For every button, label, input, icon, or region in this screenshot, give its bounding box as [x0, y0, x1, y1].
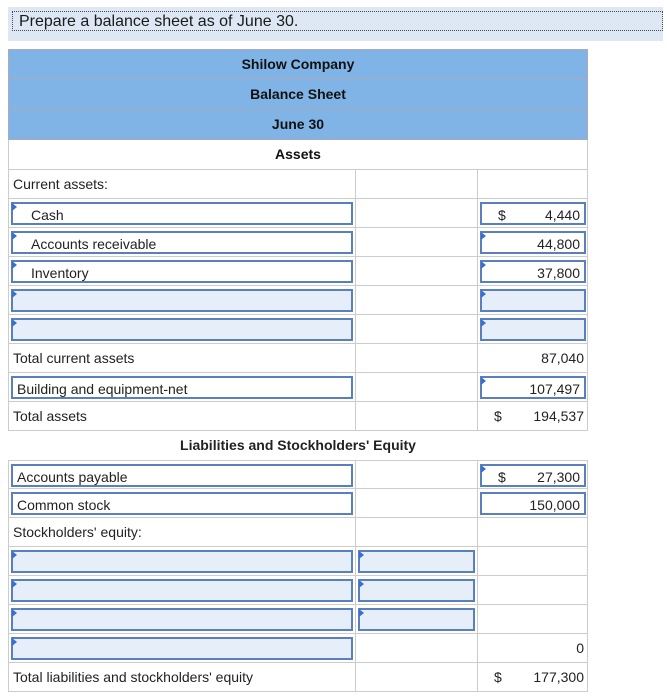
amount-value: 107,497 — [529, 381, 580, 397]
table-row — [8, 518, 588, 547]
table-row — [8, 344, 588, 373]
account-select-inventory[interactable] — [11, 260, 353, 283]
dropdown-flag-icon — [12, 232, 17, 240]
table-row — [8, 460, 588, 489]
amount-input-inventory[interactable] — [480, 260, 586, 283]
amount-input-blank[interactable] — [480, 318, 586, 341]
dropdown-flag-icon — [12, 261, 17, 269]
table-row — [8, 489, 588, 518]
dollar-sign: $ — [494, 408, 502, 424]
table-row — [8, 605, 588, 634]
dropdown-flag-icon — [481, 377, 486, 385]
account-select-cash[interactable] — [11, 202, 353, 225]
amount-input-cash[interactable] — [480, 202, 586, 225]
amount-value: 27,300 — [537, 469, 580, 485]
dollar-sign: $ — [498, 207, 506, 223]
table-row — [8, 199, 588, 228]
amount-value: 150,000 — [529, 497, 580, 513]
account-label: Common stock — [17, 497, 111, 513]
current-assets-label: Current assets: — [13, 176, 108, 192]
total-assets-value: 194,537 — [533, 408, 584, 424]
account-select-payable[interactable] — [11, 464, 353, 487]
total-current-assets-label: Total current assets — [13, 350, 135, 366]
amount-value: 37,800 — [537, 265, 580, 281]
dropdown-flag-icon — [481, 465, 486, 473]
account-label: Cash — [31, 207, 64, 223]
balance-sheet-table — [8, 49, 588, 692]
company-name: Shilow Company — [8, 49, 588, 80]
table-row — [8, 547, 588, 576]
account-label: Inventory — [31, 265, 89, 281]
account-select-blank[interactable] — [11, 579, 353, 602]
stockholders-equity-label: Stockholders' equity: — [13, 524, 142, 540]
table-row — [8, 315, 588, 344]
dollar-sign: $ — [498, 469, 506, 485]
amount-input-payable[interactable] — [480, 464, 586, 487]
amount-input-blank[interactable] — [480, 289, 586, 312]
account-select-blank[interactable] — [11, 608, 353, 631]
dropdown-flag-icon — [12, 638, 17, 646]
dollar-sign: $ — [494, 669, 502, 685]
amount-value: 44,800 — [537, 236, 580, 252]
dropdown-flag-icon — [359, 609, 364, 617]
amount-input-common-stock[interactable] — [480, 492, 586, 515]
total-le-label: Total liabilities and stockholders' equity — [13, 669, 254, 685]
account-select-receivable[interactable] — [11, 231, 353, 254]
dropdown-flag-icon — [12, 609, 17, 617]
dropdown-flag-icon — [481, 290, 486, 298]
account-label: Accounts payable — [17, 469, 128, 485]
table-row — [8, 257, 588, 286]
account-select-blank[interactable] — [11, 289, 353, 312]
account-select-blank[interactable] — [11, 637, 353, 660]
assets-heading: Assets — [8, 140, 588, 170]
total-current-assets-value: 87,040 — [541, 350, 584, 366]
dropdown-flag-icon — [481, 319, 486, 327]
account-select-building[interactable] — [11, 376, 353, 399]
dropdown-flag-icon — [12, 551, 17, 559]
dropdown-flag-icon — [481, 232, 486, 240]
account-select-blank[interactable] — [11, 318, 353, 341]
table-row — [8, 576, 588, 605]
amount-input-blank[interactable] — [358, 608, 475, 631]
se-total-value: 0 — [576, 640, 584, 656]
total-assets-label: Total assets — [13, 408, 87, 424]
dropdown-flag-icon — [12, 319, 17, 327]
dropdown-flag-icon — [481, 261, 486, 269]
table-row — [8, 228, 588, 257]
statement-title: Balance Sheet — [8, 80, 588, 110]
account-select-common-stock[interactable] — [11, 492, 353, 515]
instruction-text: Prepare a balance sheet as of June 30. — [12, 11, 663, 31]
table-row — [8, 286, 588, 315]
liabilities-heading: Liabilities and Stockholders' Equity — [180, 437, 416, 453]
amount-input-blank[interactable] — [358, 550, 475, 573]
amount-input-blank[interactable] — [358, 579, 475, 602]
account-select-blank[interactable] — [11, 550, 353, 573]
dropdown-flag-icon — [12, 580, 17, 588]
table-row — [8, 634, 588, 663]
amount-value: 4,440 — [544, 207, 580, 223]
account-label: Accounts receivable — [31, 236, 157, 252]
dropdown-flag-icon — [12, 290, 17, 298]
account-label: Building and equipment-net — [17, 381, 188, 397]
total-le-value: 177,300 — [533, 669, 584, 685]
dropdown-flag-icon — [359, 551, 364, 559]
table-row — [8, 663, 588, 692]
dropdown-flag-icon — [12, 203, 17, 211]
current-assets-label-row — [8, 170, 588, 199]
statement-date: June 30 — [8, 110, 588, 140]
dropdown-flag-icon — [359, 580, 364, 588]
amount-input-receivable[interactable] — [480, 231, 586, 254]
table-row — [8, 402, 588, 431]
amount-input-building[interactable] — [480, 376, 586, 399]
table-row — [8, 373, 588, 402]
